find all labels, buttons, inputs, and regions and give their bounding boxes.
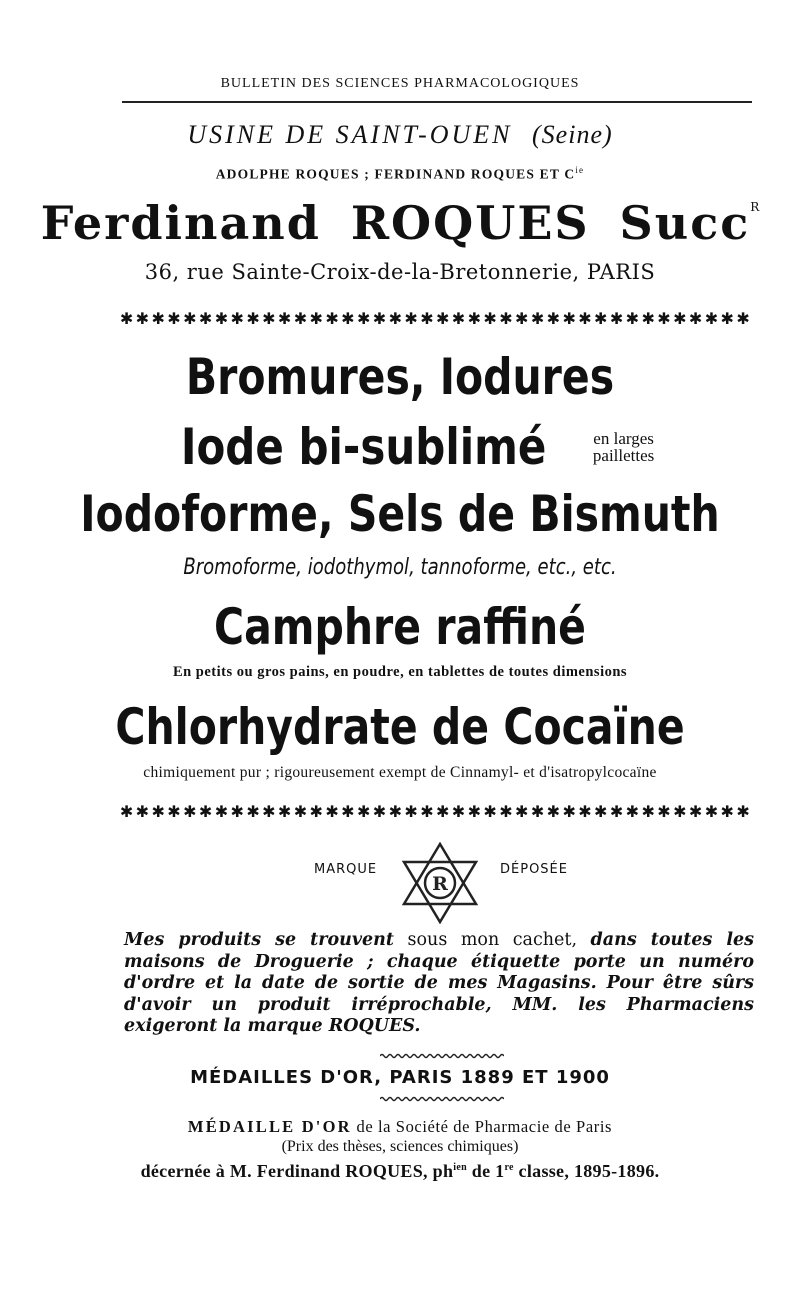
gold-medals-line: MÉDAILLES D'OR, PARIS 1889 ET 1900 [190, 1067, 610, 1088]
star-of-david-seal-icon [398, 840, 482, 924]
brand-line [0, 196, 800, 250]
society-medal-line [0, 1117, 800, 1137]
iode-note-1: en larges [593, 429, 654, 448]
product-iode: Iode bi-sublimé [180, 418, 547, 476]
society-medal-bold: MÉDAILLE D'OR [187, 1117, 352, 1136]
trademark-left: MARQUE [314, 862, 378, 877]
notice-part-2: sous mon cachet, [394, 930, 591, 950]
star-divider-top: ✱✱✱✱✱✱✱✱✱✱✱✱✱✱✱✱✱✱✱✱✱✱✱✱✱✱✱✱✱✱✱✱✱✱✱✱✱✱✱✱ [119, 309, 753, 328]
notice-part-1: Mes produits se trouvent [124, 930, 394, 950]
prize-line: (Prix des thèses, sciences chimiques) [281, 1138, 519, 1155]
product-cocaine: Chlorhydrate de Cocaïne [115, 698, 685, 756]
factory-usine: USINE DE SAINT-OUEN [187, 120, 513, 149]
brand-suffix-sup: R [750, 200, 760, 214]
awarded-line [0, 1161, 800, 1182]
wave-rule-bottom [380, 1096, 504, 1102]
product-bromures: Bromures, Iodures [185, 348, 615, 406]
product-iode-row [0, 412, 800, 482]
notice-paragraph [124, 930, 754, 1038]
owners-line [0, 165, 800, 183]
awarded-sup-1: ien [453, 1162, 467, 1173]
camphre-note: En petits ou gros pains, en poudre, en tablettes de toutes dimensions [172, 664, 628, 680]
product-iodoforme: Iodoforme, Sels de Bismuth [80, 485, 720, 543]
wave-rule-top [380, 1053, 504, 1059]
awarded-c: classe, 1895-1896. [513, 1161, 660, 1181]
iode-note-2: paillettes [592, 446, 655, 465]
awarded-b: de 1 [466, 1161, 505, 1181]
cocaine-note: chimiquement pur ; rigoureusement exempt de Cinnamyl- et d'isatropylcocaïne [143, 764, 657, 781]
brand-first: Ferdinand [40, 196, 321, 250]
address: 36, rue Sainte-Croix-de-la-Bretonnerie, PARIS [144, 260, 656, 284]
star-divider-bottom: ✱✱✱✱✱✱✱✱✱✱✱✱✱✱✱✱✱✱✱✱✱✱✱✱✱✱✱✱✱✱✱✱✱✱✱✱✱✱✱✱ [119, 802, 753, 821]
awarded-a: décernée à M. Ferdinand ROQUES, ph [140, 1161, 454, 1181]
journal-header: BULLETIN DES SCIENCES PHARMACOLOGIQUES [220, 76, 580, 91]
emblem-letter: R [432, 873, 448, 895]
header-rule [122, 101, 752, 103]
product-bromoforme: Bromoforme, iodothymol, tannoforme, etc., etc. [183, 555, 617, 580]
iode-note [593, 430, 654, 464]
awarded-sup-2: re [504, 1162, 514, 1173]
trademark-right: DÉPOSÉE [500, 862, 568, 877]
product-camphre: Camphre raffiné [214, 598, 586, 656]
society-medal-rest: de la Société de Pharmacie de Paris [351, 1117, 613, 1136]
factory-region: (Seine) [532, 120, 613, 149]
brand-suffix: Succ [619, 196, 751, 250]
owners-sup: ie [575, 165, 585, 175]
owners-main: ADOLPHE ROQUES ; FERDINAND ROQUES ET C [215, 166, 576, 182]
brand-name: ROQUES [350, 196, 590, 250]
factory-title [0, 120, 800, 150]
notice-part-3: dans toutes les maisons de Droguerie ; chaque étiquette porte un numéro d'ordre et la date de sortie de mes Magasins. Pour être sûrs d'avoir un produit irréprochable, MM. les Pharmaciens exigeront la marque ROQUES. [124, 930, 754, 1036]
